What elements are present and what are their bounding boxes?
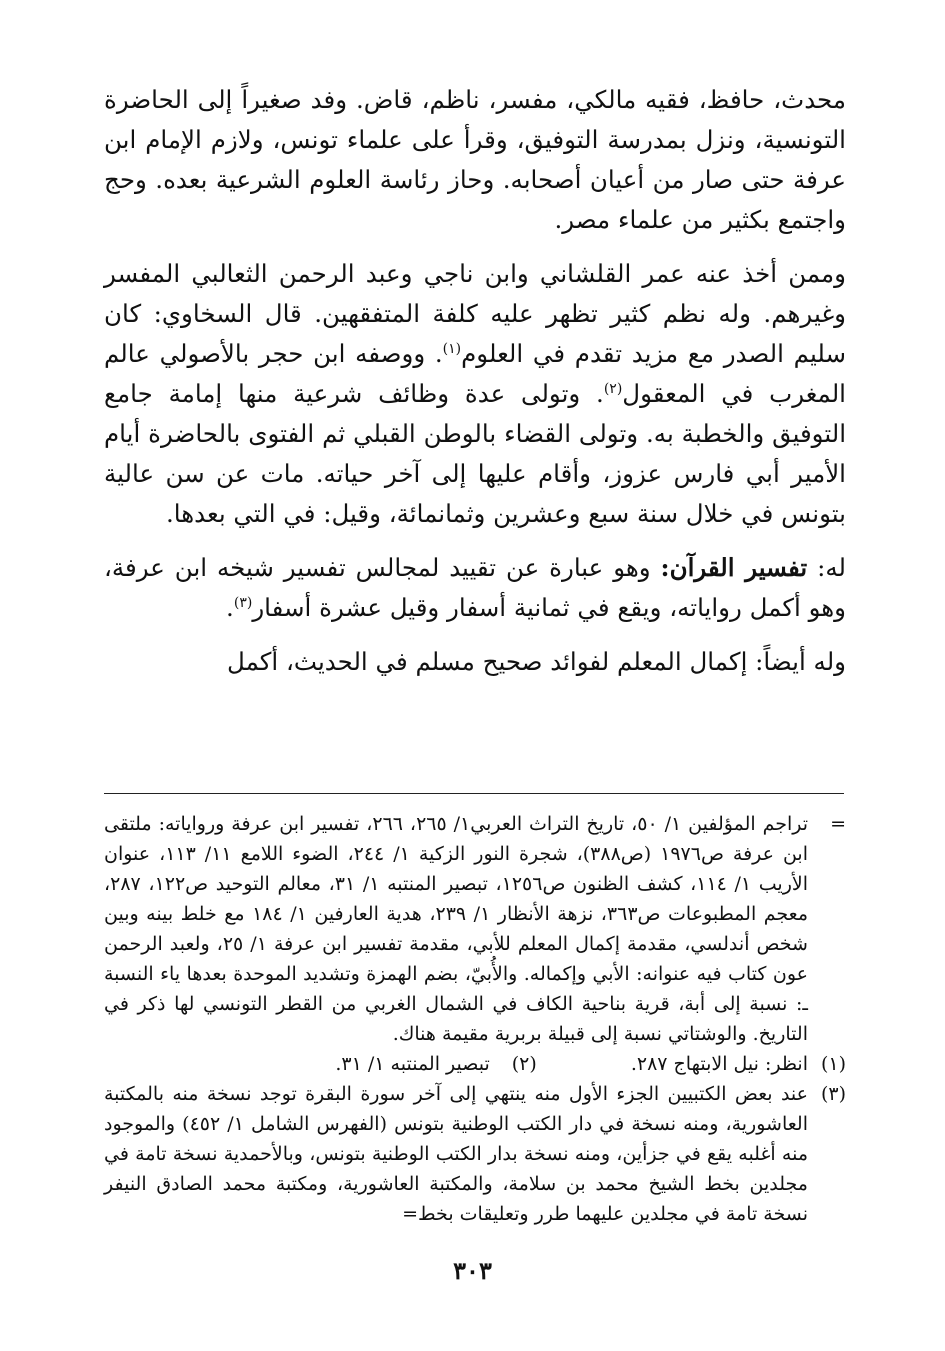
paragraph-3-end: . — [226, 593, 234, 622]
continuation-text: تراجم المؤلفين ١/ ٥٠، تاريخ التراث العربي١/ ٢٦٥، ٢٦٦، تفسير ابن عرفة ورواياته: ملتقى ابن عرفة ص١٩٧٦ (ص٣٨٨)، شجرة النور الزكية ١/ ٢٤٤، الضوء اللامع ١١/ ١١٣، عنوان الأريب ١/ ١١٤، كشف الظنون ص١٢٥٦، تبصير المنتبه ١/ ٣١، معالم التوحيد ص١٢٢، ٢٨٧، معجم المطبوعات ص٣٦٣، نزهة الأنظار ١/ ٢٣٩، هدية العارفين ١/ ١٨٤ مع خلط بينه وبين شخص أندلسي، مقدمة إكمال المعلم للأبي، مقدمة تفسير ابن عرفة ١/ ٢٥، ولعبد الرحمن عون كتاب فيه عنوانه: الأبي وإكماله. والأُبيّ، بضم الهمزة وتشديد الموحدة بعدها ياء النسبة ـ: نسبة إلى أبة، قرية بناحية الكاف في الشمال الغربي من القطر التونسي لها ذكر في التاريخ. والوشتاتي نسبة إلى قبيلة بربرية مقيمة هناك. — [104, 813, 809, 1045]
paragraph-2 — [104, 254, 846, 534]
paragraph-3-text: وهو عبارة عن تقييد لمجالس تفسير شيخه ابن عرفة، وهو أكمل رواياته، ويقع في ثمانية أسفار وقيل عشرة أسفار — [104, 553, 846, 622]
paragraph-1: محدث، حافظ، فقيه مالكي، مفسر، ناظم، قاض. وفد صغيراً إلى الحاضرة التونسية، ونزل بمدرسة التوفيق، وقرأ على علماء تونس، ولازم الإمام ابن عرفة حتى صار من أعيان أصحابه. وحاز رئاسة العلوم الشرعية بعده. وحج واجتمع بكثير من علماء مصر. — [104, 85, 846, 234]
paragraph-3 — [104, 548, 846, 628]
paragraph-2-part-c: . وتولى عدة وظائف شرعية منها إمامة جامع التوفيق والخطبة به. وتولى القضاء بالوطن القبلي ثم الفتوى بالحاضرة أيام الأمير أبي فارس عزوز، وأقام عليها إلى آخر حياته. مات عن سن عالية بتونس في خلال سنة سبع وعشرين وثمانمائة، وقيل: في التي بعدها. — [104, 379, 846, 528]
footnote-continuation — [104, 809, 846, 1049]
footnote-1-mark: (١) — [820, 1053, 846, 1075]
paragraph-3-lead: له: — [817, 553, 846, 582]
footnote-ref-3: (٣) — [233, 594, 253, 611]
footnote-3-text: عند بعض الكتبيين الجزء الأول منه ينتهي إلى آخر سورة البقرة توجد نسخة منه بالمكتبة العاشورية، ومنه نسخة في دار الكتب الوطنية بتونس (الفهرس الشامل ١/ ٤٥٢) والموجود منه أغلبه يقع في جزأين، ومنه نسخة بدار الكتب الوطنية بتونس، وبالأحمدية نسخة تامة في مجلدين بخط الشيخ محمد بن سلامة، والمكتبة العاشورية، ومكتبة محمد الصادق النيفر نسخة تامة في مجلدين عليهما طرر وتعليقات بخط= — [104, 1083, 808, 1225]
paragraph-4: وله أيضاً: إكمال المعلم لفوائد صحيح مسلم في الحديث، أكمل — [227, 647, 846, 676]
footnote-1-text: انظر: نيل الابتهاج ٢٨٧. — [630, 1053, 808, 1075]
footnote-separator — [104, 793, 844, 794]
footnotes — [104, 809, 846, 1229]
footnote-3-mark: (٣) — [820, 1083, 846, 1105]
paragraph-2-part-a: وممن أخذ عنه عمر القلشاني وابن ناجي وعبد الرحمن الثعالبي المفسر وغيرهم. وله نظم كثير تظهر عليه كلفة المتفقهين. قال السخاوي: كان سليم الصدر مع مزيد تقدم في العلوم — [104, 259, 846, 368]
footnote-ref-2: (٢) — [603, 380, 623, 397]
page-number: ٣٠٣ — [453, 1256, 492, 1285]
footnote-1-2-row — [104, 1049, 846, 1079]
main-text — [104, 80, 846, 1225]
paragraph-2-part-b: . ووصفه ابن حجر بالأصولي عالم المغرب في المعقول — [104, 339, 846, 408]
continuation-mark: = — [830, 813, 846, 835]
footnote-2-mark: (٢) — [511, 1053, 537, 1075]
footnote-2-text: تبصير المنتبه ١/ ٣١. — [335, 1053, 490, 1075]
footnote-ref-1: (١) — [442, 340, 462, 357]
book-title-tafsir: تفسير القرآن: — [660, 553, 808, 582]
footnote-3 — [104, 1079, 846, 1229]
